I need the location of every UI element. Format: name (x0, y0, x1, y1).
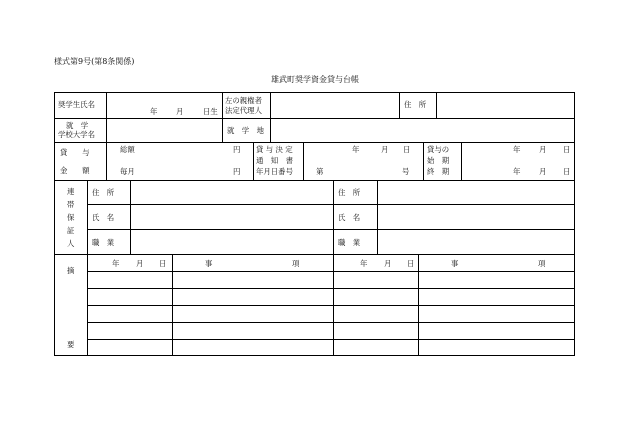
guarantor-label-char: 証 (67, 226, 75, 235)
notice-go-label: 号 (402, 167, 410, 176)
notice-label-3: 年月日番号 (256, 167, 293, 176)
remarks-label-bottom: 要 (67, 340, 75, 349)
end-month-label: 月 (539, 167, 547, 176)
monthly-yen-label: 円 (233, 167, 241, 176)
remarks-right-month-header: 月 (384, 259, 392, 268)
guarantor-1-address-label: 住 所 (92, 188, 115, 197)
end-day-label: 日 (563, 167, 571, 176)
birth-day-label: 日生 (203, 107, 218, 116)
remarks-left-year-header: 年 (112, 259, 120, 268)
guarantor-label-char: 帯 (67, 200, 75, 209)
remarks-left-matter-header: 事 (205, 259, 213, 268)
page-title: 雄武町奨学資金貸与台帳 (271, 75, 359, 84)
ledger-table (54, 92, 575, 356)
period-label-1: 貸与の (427, 145, 450, 154)
guarantor-2-name-label: 氏 名 (338, 213, 361, 222)
period-label-3: 終 期 (427, 167, 450, 176)
school-label-2: 学校大学名 (58, 130, 95, 139)
start-day-label: 日 (563, 145, 571, 154)
notice-label-2: 通 知 書 (256, 156, 293, 165)
loan-amount-label-1: 貸 与 (60, 148, 90, 157)
birth-year-label: 年 (150, 107, 158, 116)
guarantor-label-char: 連 (67, 187, 75, 196)
guarantor-2-occupation-label: 職 業 (338, 238, 361, 247)
notice-year-label: 年 (352, 145, 360, 154)
start-year-label: 年 (513, 145, 521, 154)
school-label-1: 就 学 (66, 121, 89, 130)
birth-month-label: 月 (176, 107, 184, 116)
start-month-label: 月 (539, 145, 547, 154)
end-year-label: 年 (513, 167, 521, 176)
notice-day-label: 日 (403, 145, 411, 154)
loan-amount-label-2: 金 額 (60, 166, 90, 175)
guarantor-label-char: 人 (67, 239, 75, 248)
guarantor-1-occupation-label: 職 業 (92, 238, 115, 247)
remarks-label-top: 摘 (67, 266, 75, 275)
school-location-label: 就 学 地 (227, 126, 264, 135)
guarantor-1-name-label: 氏 名 (92, 213, 115, 222)
total-label: 総額 (120, 145, 135, 154)
period-label-2: 始 期 (427, 156, 450, 165)
form-number: 様式第9号(第8条関係) (54, 57, 135, 66)
guardian-label-1: 左の親権者 (225, 96, 262, 105)
remarks-left-item-header: 項 (292, 259, 300, 268)
monthly-label: 毎月 (120, 167, 135, 176)
remarks-right-year-header: 年 (360, 259, 368, 268)
student-name-label: 奨学生氏名 (58, 100, 95, 109)
total-yen-label: 円 (233, 145, 241, 154)
guarantor-label-char: 保 (67, 213, 75, 222)
guardian-label-2: 法定代理人 (225, 106, 262, 115)
remarks-left-month-header: 月 (136, 259, 144, 268)
remarks-right-day-header: 日 (407, 259, 415, 268)
guarantor-2-address-label: 住 所 (338, 188, 361, 197)
notice-month-label: 月 (381, 145, 389, 154)
remarks-left-day-header: 日 (159, 259, 167, 268)
notice-dai-label: 第 (316, 167, 324, 176)
notice-label-1: 貸 与 決 定 (256, 145, 293, 154)
remarks-right-item-header: 項 (538, 259, 546, 268)
remarks-right-matter-header: 事 (451, 259, 459, 268)
guardian-address-label: 住 所 (404, 100, 427, 109)
